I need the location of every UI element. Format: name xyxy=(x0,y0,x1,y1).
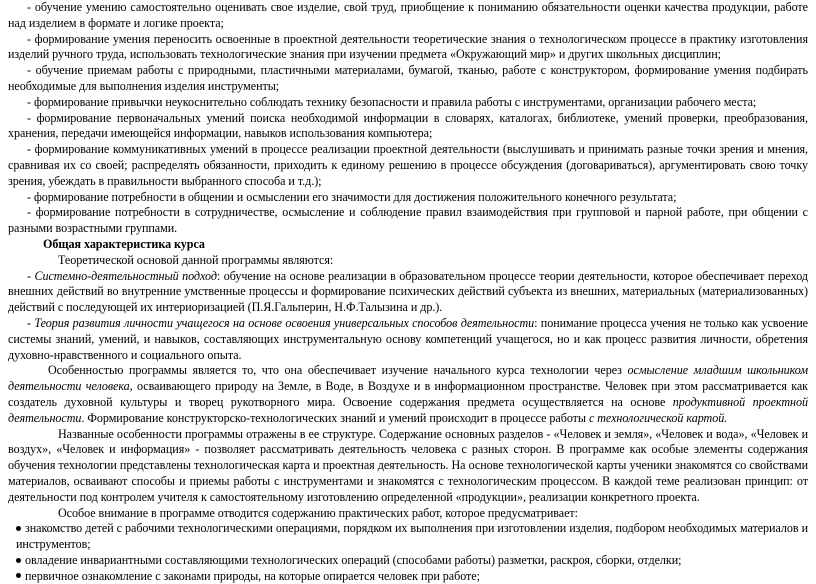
feature-term: с технологической картой. xyxy=(588,410,728,425)
approach-term: Системно-деятельностный подход xyxy=(34,268,217,283)
approach-text: : обучение на основе реализации в образовательном процессе теории деятельности, которое обеспечивает переход внешних действий во внутренние умственные процессы и формирование психических действий субъекта из внешних, материальных (материализованных) действий с последующей их интериоризацией (П.Я.Гальперин, Н.Ф.Талызина и др.). xyxy=(8,268,808,315)
practical-intro: Особое внимание в программе отводится содержанию практических работ, которое предусматривает: xyxy=(58,505,578,520)
skill-item: - формирование потребности в общении и осмыслении его значимости для достижения положительного конечного результата; xyxy=(27,189,677,204)
skill-item: - формирование потребности в сотрудничестве, осмысление и соблюдение правил взаимодействия при групповой и парной работе, при общении с разными возрастными группами. xyxy=(8,205,808,236)
bullet-item xyxy=(8,553,808,569)
approach-lead: - xyxy=(27,315,35,330)
bullet-icon xyxy=(16,573,21,578)
bullet-text: знакомство детей с рабочими технологическими операциями, порядком их выполнения при изготовлении изделия, подбором необходимых материалов и инструментов; xyxy=(16,521,808,552)
skill-item: - обучение приемам работы с природными, пластичными материалами, бумагой, тканью, работе с конструктором, формирование умения подбирать необходимые для выполнения изделия инструменты; xyxy=(8,63,808,93)
skill-item: - формирование привычки неукоснительно соблюдать технику безопасности и правила работы с инструментами, организации рабочего места; xyxy=(27,94,757,109)
feature-text: Особенностью программы является то, что она обеспечивает изучение начального курса технологии через xyxy=(48,363,628,378)
skill-item: - формирование коммуникативных умений в процессе реализации проектной деятельности (выслушивать и принимать разные точки зрения и мнения, сравнивая их со своей; распределять обязанности, приходить к единому решению в процессе обсуждения (договариваться), аргументировать свою точку зрения, убеждать в правильности выбранного способа и т.д.); xyxy=(8,142,808,188)
structure-paragraph: Названные особенности программы отражены в ее структуре. Содержание основных разделов - «Человек и земля», «Человек и вода», «Человек и воздух», «Человек и информация» - позволяет рассматривать деятельность человека с разных сторон. В программе как особые элементы содержания обучения технологии представлены технологическая карта и проектная деятельность. На основе технологической карты ученики знакомятся со свойствами материалов, осваивают способы и приемы работы с инструментами и знакомятся с технологическим процессом. В каждой теме реализован принцип: от деятельности под контролем учителя к самостоятельному изготовлению определенной «продукции», реализации конкретного проекта. xyxy=(8,426,808,504)
approach-paragraph-1 xyxy=(8,269,808,316)
approach-lead: - xyxy=(27,268,35,283)
feature-term: продуктивной проектной деятельности xyxy=(8,394,808,425)
bullet-text: овладение инвариантными составляющими технологических операций (способами работы) разметки, раскроя, сборки, отделки; xyxy=(25,552,682,567)
bullet-text: первичное ознакомление с законами природы, на которые опирается человек при работе; xyxy=(25,568,480,583)
bullet-item xyxy=(8,569,808,584)
approach-term: Теория развития личности учащегося на основе освоения универсальных способов деятельности xyxy=(34,315,535,330)
approach-paragraph-2 xyxy=(8,316,808,363)
basis-intro: Теоретической основой данной программы являются: xyxy=(58,252,334,267)
section-heading: Общая характеристика курса xyxy=(43,236,205,251)
skill-item: - обучение умению самостоятельно оценивать свое изделие, свой труд, приобщение к пониманию обязательности оценки качества продукции, работе над изделием в формате и логике проекта; xyxy=(8,0,808,30)
bullet-icon xyxy=(16,558,21,563)
skill-item: - формирование первоначальных умений поиска необходимой информации в словарях, каталогах, библиотеке, умений проверки, преобразования, хранения, передачи имеющейся информации, навыков использования компьютера; xyxy=(8,110,808,141)
feature-term: осмысление младшим школьником деятельности человека xyxy=(8,363,808,394)
feature-text: . Формирование конструкторско-технологических знаний и умений происходит в процессе работы xyxy=(81,410,589,425)
bullet-icon xyxy=(16,526,21,531)
feature-text: , осваивающего природу на Земле, в Воде, в Воздухе и в информационном пространстве. Человек при этом рассматривается как создатель духовной культуры и творец рукотворного мира. Освоение содержания предмета осуществляется на основе xyxy=(8,379,808,409)
skill-item: - формирование умения переносить освоенные в проектной деятельности теоретические знания о технологическом процессе в практику изготовления изделий ручного труда, использовать технологические знания при изучении предмета «Окружающий мир» и других школьных дисциплин; xyxy=(8,31,808,62)
feature-paragraph xyxy=(8,363,808,426)
bullet-item xyxy=(8,521,808,553)
approach-text: : понимание процесса учения не только как усвоение системы знаний, умений, и навыков, составляющих инструментальную основу компетенций учащегося, но и как процесс развития личности, обретения духовно-нравственного и социального опыта. xyxy=(8,315,808,362)
